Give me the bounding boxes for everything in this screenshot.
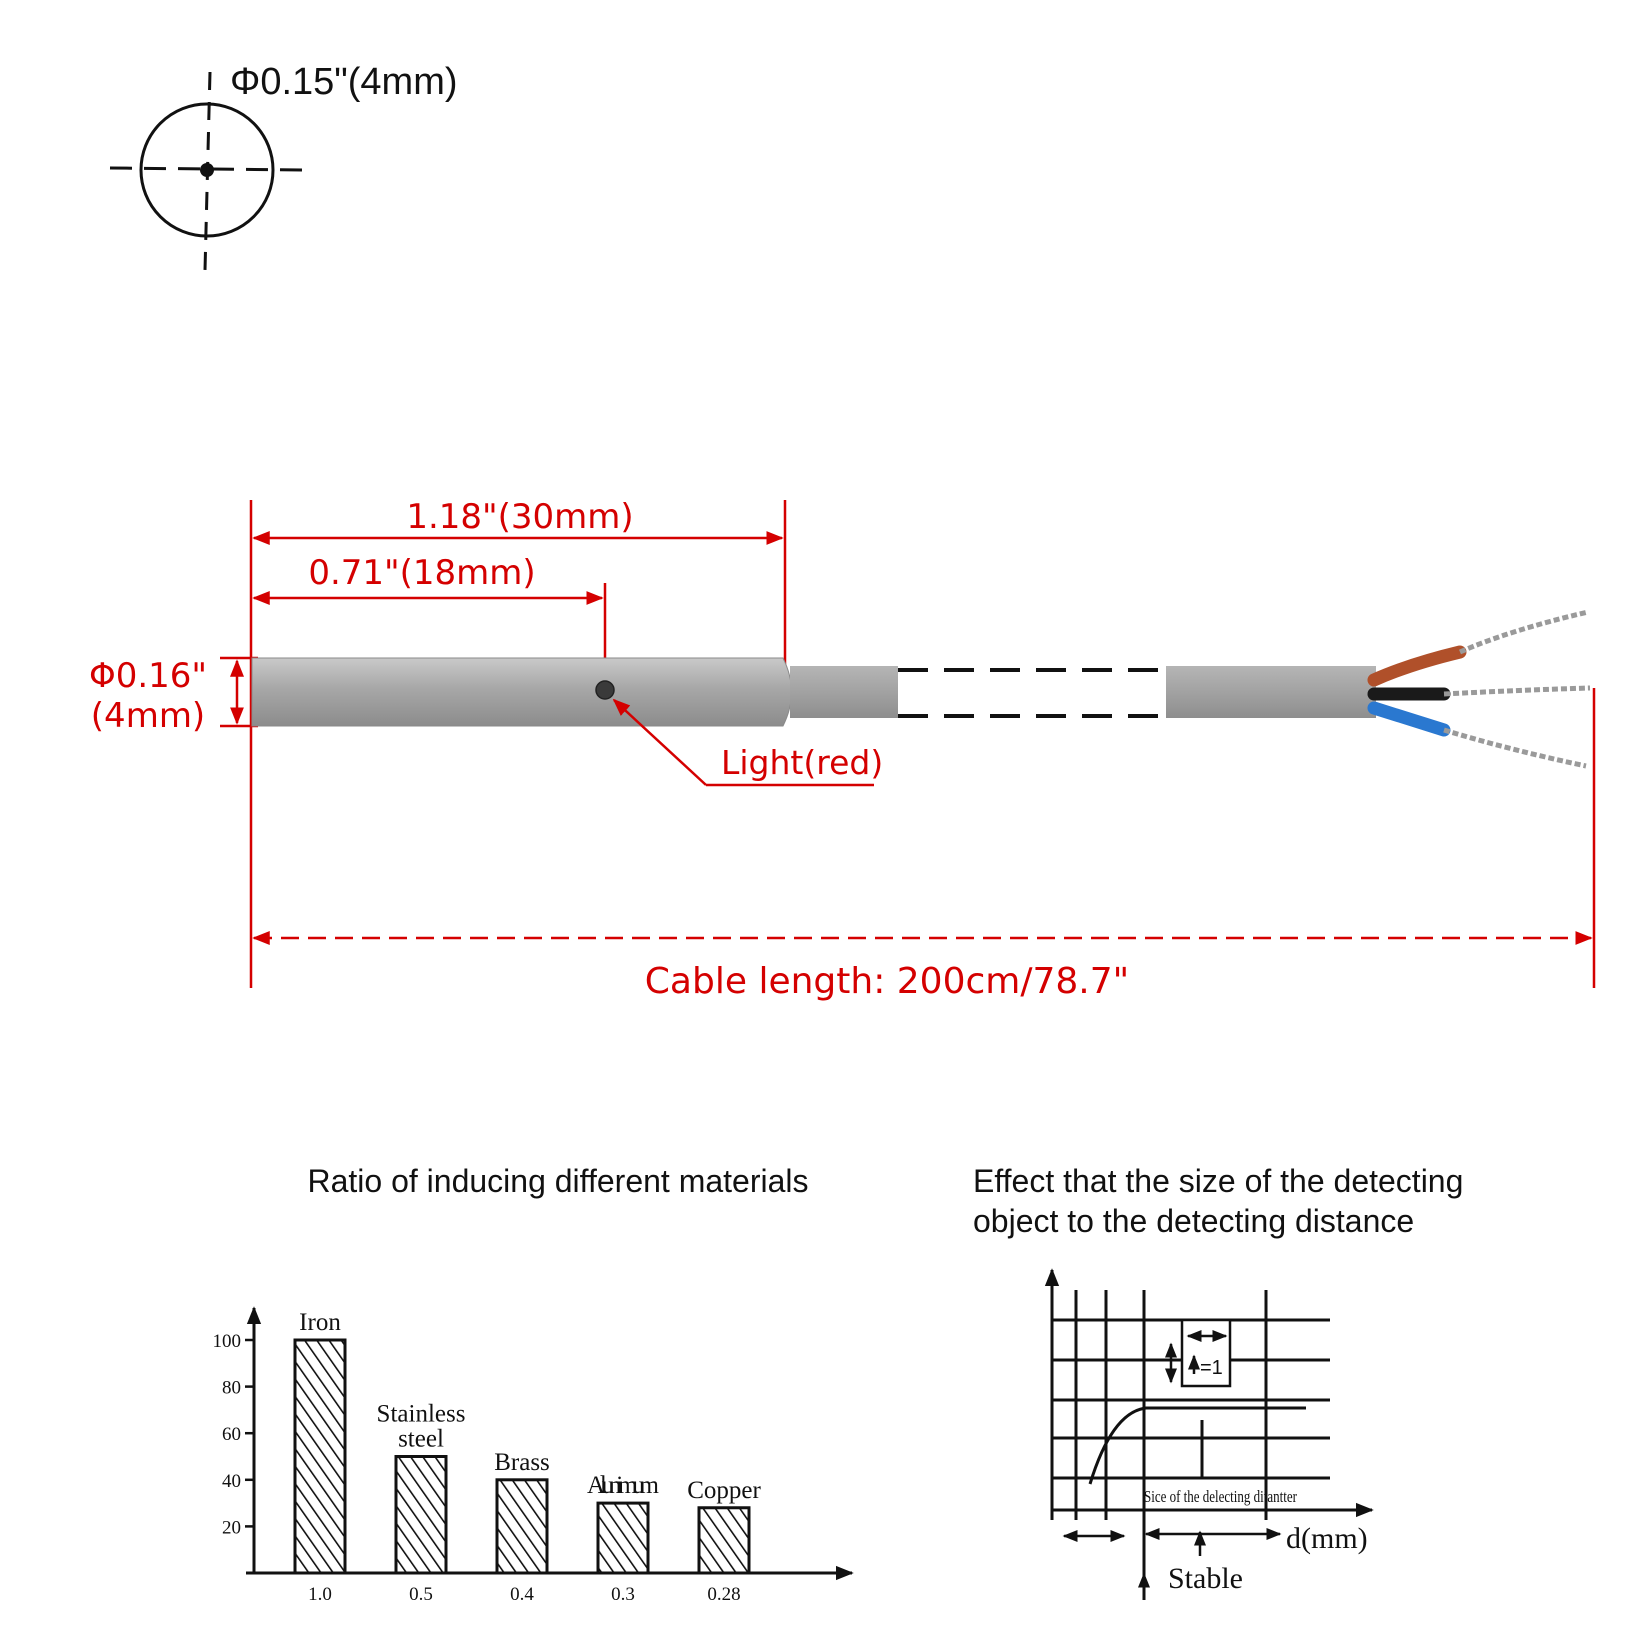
inset-box xyxy=(1171,1320,1230,1386)
bar-category-label: steel xyxy=(398,1425,444,1453)
wire-brown-strands xyxy=(1460,612,1588,652)
bar-category-label: Alunimum xyxy=(587,1472,659,1500)
materials-y-ticks xyxy=(213,1331,255,1538)
bar-category-label: Iron xyxy=(299,1309,341,1336)
y-tick-label: 40 xyxy=(222,1470,241,1492)
detecting-distance-curve xyxy=(1090,1408,1306,1484)
distance-axis-label: d(mm) xyxy=(1286,1522,1368,1555)
materials-bars xyxy=(295,1309,761,1605)
y-tick-label: 80 xyxy=(222,1377,241,1399)
stable-label: Stable xyxy=(1168,1562,1243,1595)
bar-value-label: 0.28 xyxy=(707,1584,741,1605)
wire-black-strands xyxy=(1444,688,1590,694)
materials-chart xyxy=(213,1163,853,1605)
size-effect-title-line2: object to the detecting distance xyxy=(973,1203,1415,1239)
bar-copper xyxy=(699,1508,749,1573)
y-tick-label: 20 xyxy=(222,1517,241,1539)
total-length-label: 1.18"(30mm) xyxy=(406,497,634,537)
bar-category-label: Stainless xyxy=(376,1400,466,1428)
wire-blue-strands xyxy=(1444,730,1586,766)
materials-chart-title: Ratio of inducing different materials xyxy=(307,1163,809,1199)
size-effect-title-line1: Effect that the size of the detecting xyxy=(973,1163,1464,1199)
size-effect-diagram xyxy=(973,1163,1463,1600)
bar-stainless-steel xyxy=(396,1457,446,1574)
indicator-light xyxy=(596,681,614,699)
bar-brass xyxy=(497,1480,547,1573)
bar-category-label: Brass xyxy=(494,1448,550,1476)
cable-near-segment xyxy=(790,666,898,718)
sensor-body xyxy=(252,658,792,726)
bar-value-label: 0.3 xyxy=(611,1584,635,1605)
y-tick-label: 60 xyxy=(222,1424,241,1446)
cable-wires xyxy=(1374,612,1590,766)
light-position-label: 0.71"(18mm) xyxy=(308,553,536,593)
bar-value-label: 0.4 xyxy=(510,1584,534,1605)
bar-value-label: 1.0 xyxy=(308,1584,332,1605)
inset-label: =1 xyxy=(1200,1357,1223,1379)
bar-value-label: 0.5 xyxy=(409,1584,433,1605)
face-view xyxy=(110,61,458,270)
bar-category-label: Copper xyxy=(687,1476,761,1504)
diameter-label-line2: (4mm) xyxy=(90,696,206,736)
y-tick-label: 100 xyxy=(212,1331,241,1352)
face-diameter-label: Φ0.15"(4mm) xyxy=(230,61,458,103)
light-label: Light(red) xyxy=(721,743,884,782)
side-view xyxy=(89,497,1594,1002)
curve-label: Sice of the delecting ditantter xyxy=(1144,1488,1297,1507)
diameter-label-line1: Φ0.16" xyxy=(88,656,208,696)
cable-far-segment xyxy=(1166,666,1376,718)
wire-blue xyxy=(1374,708,1444,730)
bar-iron xyxy=(295,1340,345,1573)
cable-length-label: Cable length: 200cm/78.7" xyxy=(644,961,1130,1002)
wire-brown xyxy=(1374,652,1460,680)
bar-alunimum xyxy=(598,1503,648,1573)
